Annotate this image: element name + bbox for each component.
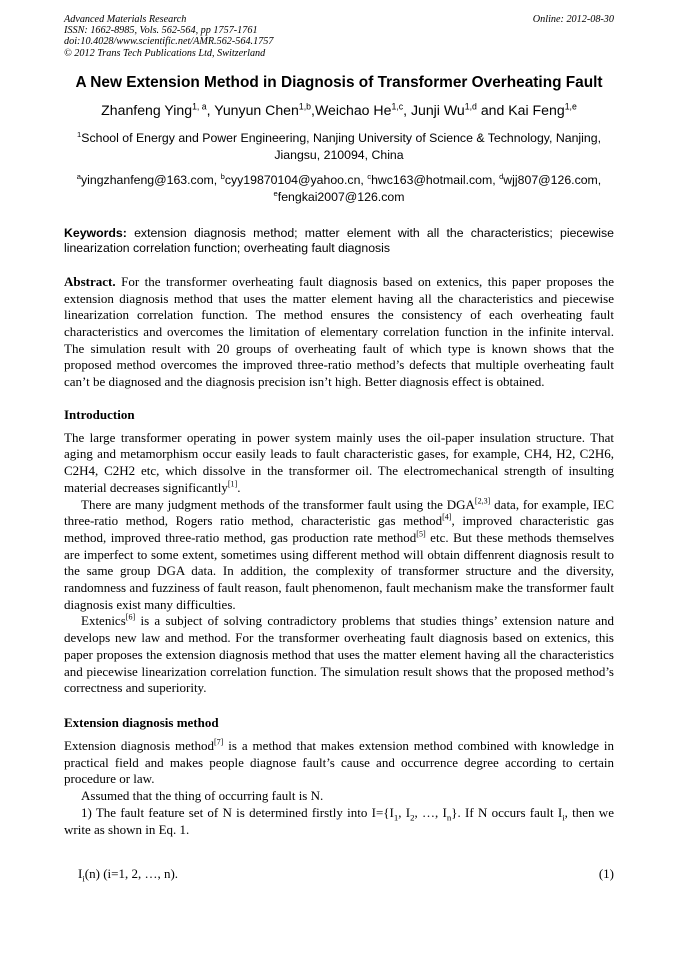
author-name: Junji Wu	[410, 101, 465, 118]
subscript: i	[82, 873, 85, 884]
keywords-label: Keywords:	[64, 225, 127, 240]
affiliation	[64, 130, 614, 164]
author-affiliation-mark: 1,d	[464, 101, 477, 112]
subscript: n	[446, 812, 452, 823]
paragraph-text: , …, I	[414, 804, 447, 820]
paragraph-text: .	[237, 479, 241, 495]
paragraph-text: Extension diagnosis method	[64, 737, 214, 753]
paragraph-text: , then we write as shown in Eq. 1.	[64, 804, 614, 837]
paragraph-text: The large transformer operating in power system mainly uses the oil-paper insulation structure. That aging and metamorphism occur easily leads to fault characteristic gases, for example, CH4, H2, C2H6, C2H4, C2H2 etc, which dissolve in the transformer oil. The electromechanical strength of insulting material decreases significantly	[64, 429, 614, 495]
author-name: Yunyun Chen	[214, 101, 299, 118]
author-emails	[64, 172, 614, 206]
author-affiliation-mark: 1, a	[192, 101, 207, 112]
paragraph-text: }. If N occurs fault I	[451, 804, 563, 820]
paragraph-text: , I	[398, 804, 411, 820]
extension-paragraph-3	[64, 805, 614, 838]
author-separator: ,	[311, 101, 315, 118]
extension-paragraph-1	[64, 738, 614, 788]
citation[interactable]: [2,3]	[474, 496, 491, 506]
paragraph-text: etc. But these methods themselves are imperfect to some extent, sometimes using different method will obtain diffenrent diagnosis result to the same group DGA data. In addition, the complexity of transformer structure and the diversity, randomness and fuzziness of fault reason, fault phenomenon, fault mechanism make the transformer fault diagnosis exist many difficulties.	[64, 529, 614, 612]
affiliation-mark: 1	[77, 129, 82, 139]
paragraph-text: is a subject of solving contradictory problems that studies things’ extension nature and develops new law and method. For the transformer overheating fault diagnosis based on extenics, this paper proposes the extension diagnosis method that uses the matter element having all the characteristics and piecewise linearization correlation function. The simulation result shows that the proposed method’s correctness and superiority.	[64, 613, 614, 696]
author-name: Weichao He	[314, 101, 392, 118]
paragraph-text: There are many judgment methods of the transformer fault using the DGA	[81, 496, 475, 512]
email-address[interactable]: yingzhanfeng@163.com,	[80, 172, 221, 187]
author-list	[64, 100, 614, 120]
email-mark: c	[367, 171, 372, 181]
author-separator: and	[476, 101, 509, 118]
author-separator: ,	[403, 101, 411, 118]
keywords	[64, 226, 614, 256]
citation[interactable]: [5]	[416, 529, 426, 539]
intro-paragraph-1	[64, 430, 614, 497]
author-affiliation-mark: 1,e	[564, 101, 577, 112]
intro-paragraph-2	[64, 497, 614, 614]
abstract-text: For the transformer overheating fault diagnosis based on extenics, this paper proposes the extension diagnosis method that uses the matter element having all the characteristics and piecewise linearization correlation function. The method ensures the consistency of each overheating fault characteristics and overcomes the limitation of elementary correlation function in the infinite interval. The simulation result with 20 groups of overheating fault of which type is known shows that the proposed method overcomes the improved three-ratio method’s defects that multiple overheating fault can’t be diagnosed and the diagnosis precision isn’t high. Better diagnosis effect is obtained.	[64, 273, 614, 390]
citation[interactable]: [4]	[442, 512, 452, 522]
copyright-line: © 2012 Trans Tech Publications Ltd, Switzerland	[64, 47, 266, 59]
email-mark: d	[499, 171, 504, 181]
equation-text: (n) (i=1, 2, …, n).	[84, 866, 179, 882]
abstract	[64, 274, 614, 391]
issn-line: ISSN: 1662-8985, Vols. 562-564, pp 1757-1761	[64, 25, 258, 37]
email-address[interactable]: hwc163@hotmail.com,	[371, 172, 500, 187]
author-separator: ,	[206, 101, 215, 118]
affiliation-line-1: School of Energy and Power Engineering, Nanjing University of Science & Technology, Nanjing,	[81, 130, 601, 145]
running-header	[64, 14, 614, 59]
email-mark: e	[273, 188, 278, 198]
keywords-text: extension diagnosis method; matter element with all the characteristics; piecewise linearization correlation function; overheating fault diagnosis	[64, 225, 614, 255]
journal-name: Advanced Materials Research	[64, 14, 187, 25]
section-heading-introduction: Introduction	[64, 406, 135, 422]
equation-1	[64, 866, 614, 882]
doi-line: doi:10.4028/www.scientific.net/AMR.562-564.1757	[64, 36, 274, 48]
author-name: Kai Feng	[508, 101, 565, 118]
subscript: 2	[410, 812, 415, 823]
paragraph-text: 1) The fault feature set of N is determined firstly into I={I	[81, 804, 394, 820]
citation[interactable]: [1]	[227, 479, 238, 489]
paragraph-text: , improved characteristic gas method, improved three-ratio method, gas production rate method	[64, 513, 614, 545]
equation-text: I	[78, 866, 83, 882]
online-date: Online: 2012-08-30	[532, 14, 614, 25]
intro-paragraph-3	[64, 613, 614, 697]
email-address[interactable]: cyy19870104@yahoo.cn,	[224, 172, 368, 187]
email-address[interactable]: wjj807@126.com,	[503, 172, 602, 187]
paragraph-text: Extenics	[81, 613, 126, 629]
email-address[interactable]: fengkai2007@126.com	[277, 189, 405, 204]
affiliation-line-2: Jiangsu, 210094, China	[274, 147, 404, 162]
email-mark: b	[220, 171, 225, 181]
equation-number: (1)	[598, 866, 614, 882]
author-affiliation-mark: 1,b	[298, 101, 312, 112]
author-affiliation-mark: 1,c	[391, 101, 404, 112]
abstract-label: Abstract.	[64, 273, 116, 289]
citation[interactable]: [7]	[213, 737, 224, 747]
email-mark: a	[76, 171, 81, 181]
paper-title: A New Extension Method in Diagnosis of Transformer Overheating Fault	[75, 73, 603, 91]
subscript: 1	[393, 812, 399, 823]
paragraph-text: data, for example, IEC three-ratio method, Rogers ratio method, characteristic gas method	[64, 496, 614, 529]
author-name: Zhanfeng Ying	[101, 101, 193, 118]
extension-paragraph-2: Assumed that the thing of occurring fault is N.	[81, 788, 324, 804]
paragraph-text: is a method that makes extension method combined with knowledge in practical field and makes people diagnose fault’s cause and occurrence degree according to certain procedure or law.	[64, 737, 614, 787]
equation-body	[78, 866, 178, 882]
section-heading-extension-diagnosis: Extension diagnosis method	[64, 714, 219, 730]
citation[interactable]: [6]	[125, 613, 136, 623]
subscript: i	[562, 812, 565, 823]
